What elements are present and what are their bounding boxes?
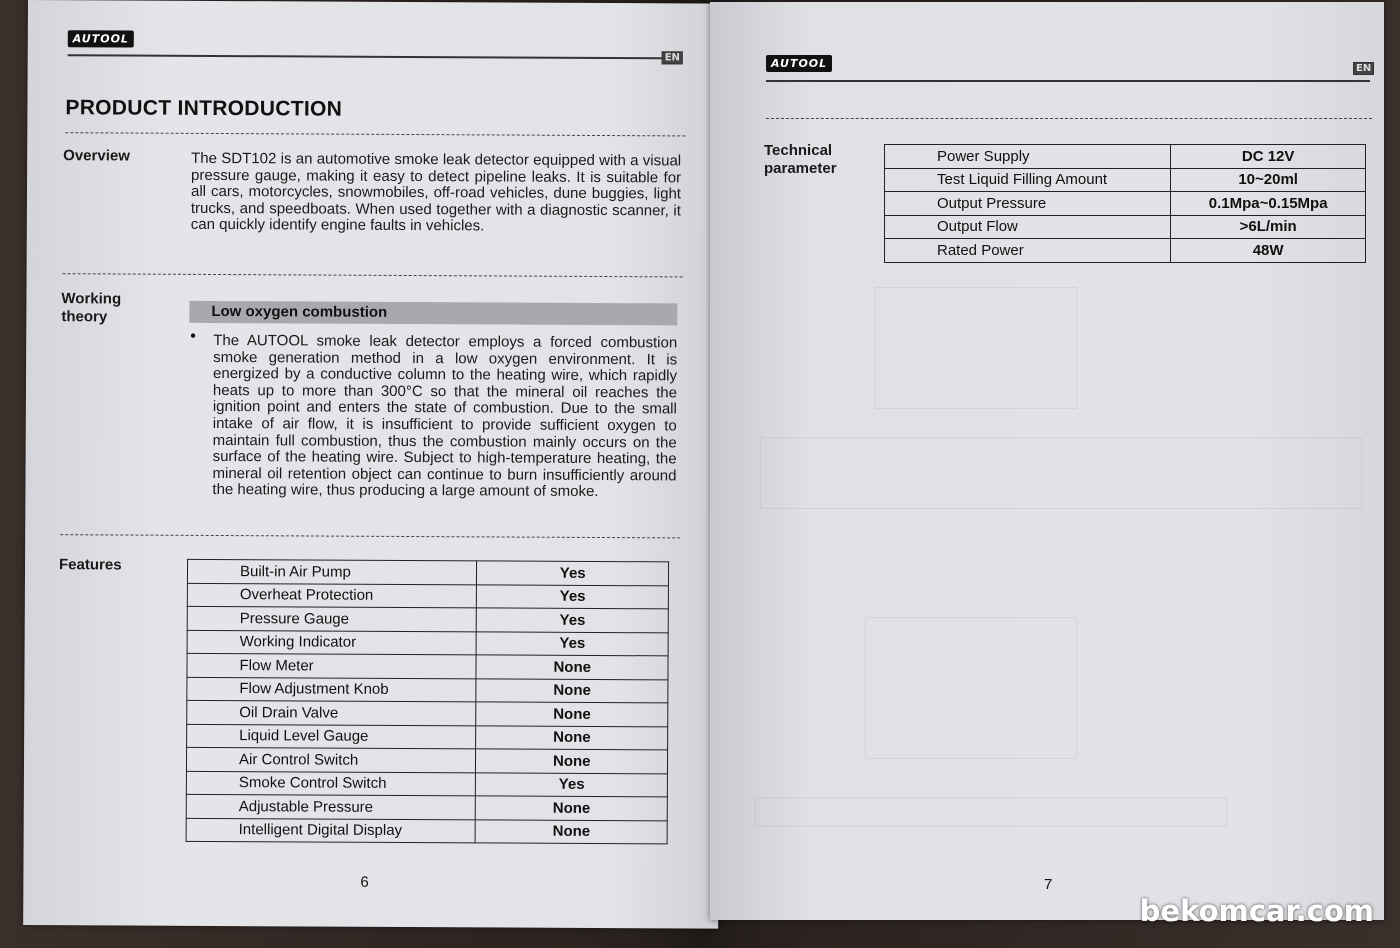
show-through (875, 287, 1077, 409)
table-row (187, 606, 668, 632)
page-title: PRODUCT INTRODUCTION (65, 96, 343, 121)
row-value: Yes (477, 561, 669, 586)
row-label: Output Flow (885, 215, 1171, 239)
row-value: None (476, 796, 668, 821)
parameters-table (884, 144, 1366, 263)
table-row (187, 724, 668, 750)
left-page (23, 0, 723, 929)
overview-text: The SDT102 is an automotive smoke leak detector equipped with a visual pressure gauge, making it easy to detect pipeline leaks. It is suitable for all cars, motorcycles, snowmobiles, off-road vehicles, dune buggies, light trucks, and speedboats. When used together with a diagnostic scanner, it can quickly identify engine faults in vehicles. (190, 149, 682, 235)
row-value: None (476, 725, 668, 750)
row-value: None (476, 702, 668, 727)
row-label: Smoke Control Switch (186, 771, 476, 796)
row-value: >6L/min (1171, 215, 1366, 239)
row-value: 48W (1171, 239, 1366, 263)
table-row (187, 700, 668, 726)
table-row (885, 239, 1366, 263)
row-value: Yes (477, 631, 669, 656)
working-text: The AUTOOL smoke leak detector employs a forced combustion smoke generation method in a low oxygen environment. It is energized by a conductive column to the heating wire, which rapidly heats up to more than 300°C so that the mineral oil reaches the ignition point and enters the state of combustion. Due to the small intake of air flow, it is insufficient to provide sufficient oxygen to maintain full combustion, thus the combustion mainly occurs on the surface of the heating wire. Subject to high-temperature heating, the mineral oil retention object can continue to burn insufficiently around the heating wire, thus producing a large amount of smoke. (212, 331, 678, 501)
row-label: Flow Adjustment Knob (187, 677, 477, 702)
show-through (865, 617, 1077, 759)
table-row (186, 818, 667, 844)
row-label: Power Supply (885, 145, 1171, 169)
row-value: 10~20ml (1171, 168, 1366, 192)
working-label (61, 290, 121, 326)
header-rule (766, 80, 1370, 82)
row-label: Rated Power (885, 239, 1171, 263)
technical-label-line2: parameter (764, 160, 837, 177)
technical-label-line1: Technical (764, 142, 833, 159)
right-page (710, 2, 1384, 920)
table-row (885, 168, 1366, 192)
row-label: Built-in Air Pump (187, 559, 477, 584)
row-value: Yes (477, 584, 669, 609)
row-label: Flow Meter (187, 653, 477, 678)
table-row (187, 677, 668, 703)
show-through (760, 437, 1362, 509)
show-through (755, 797, 1227, 827)
row-label: Output Pressure (885, 192, 1171, 216)
row-value: None (476, 819, 668, 844)
row-value: None (476, 749, 668, 774)
features-table (186, 559, 669, 845)
header-rule (68, 54, 683, 59)
table-row (885, 215, 1366, 239)
divider (63, 273, 683, 277)
row-label: Air Control Switch (186, 747, 476, 772)
working-label-line1: Working (61, 290, 122, 308)
row-label: Pressure Gauge (187, 606, 477, 631)
row-label: Test Liquid Filling Amount (885, 168, 1171, 192)
autool-logo: AUTOOL (766, 55, 832, 72)
page-number: 7 (1044, 876, 1053, 893)
working-banner: Low oxygen combustion (189, 301, 677, 326)
divider (65, 132, 685, 136)
row-label: Overheat Protection (187, 583, 477, 608)
features-label: Features (58, 556, 122, 574)
working-label-line2: theory (61, 308, 108, 326)
page-number: 6 (360, 873, 369, 891)
table-row (187, 653, 668, 679)
table-row (187, 559, 668, 585)
row-value: None (476, 655, 668, 680)
row-value: DC 12V (1171, 145, 1366, 169)
technical-label (764, 142, 837, 178)
table-row (885, 192, 1366, 216)
row-label: Adjustable Pressure (186, 794, 476, 819)
divider (60, 534, 680, 538)
lang-badge: EN (662, 51, 683, 64)
table-row (187, 630, 668, 656)
watermark: bekomcar.com (1139, 894, 1374, 928)
row-value: Yes (476, 772, 668, 797)
bullet-icon: • (190, 327, 196, 345)
overview-label: Overview (63, 147, 130, 165)
autool-logo: AUTOOL (68, 30, 134, 47)
row-value: 0.1Mpa~0.15Mpa (1171, 192, 1366, 216)
lang-badge: EN (1353, 62, 1374, 75)
divider (766, 118, 1372, 119)
table-row (186, 747, 667, 773)
row-label: Intelligent Digital Display (186, 818, 476, 843)
table-row (186, 794, 667, 820)
row-value: None (476, 678, 668, 703)
row-value: Yes (477, 608, 669, 633)
row-label: Oil Drain Valve (187, 700, 477, 725)
table-row (186, 771, 667, 797)
row-label: Working Indicator (187, 630, 477, 655)
row-label: Liquid Level Gauge (187, 724, 477, 749)
table-row (187, 583, 668, 609)
table-row (885, 145, 1366, 169)
